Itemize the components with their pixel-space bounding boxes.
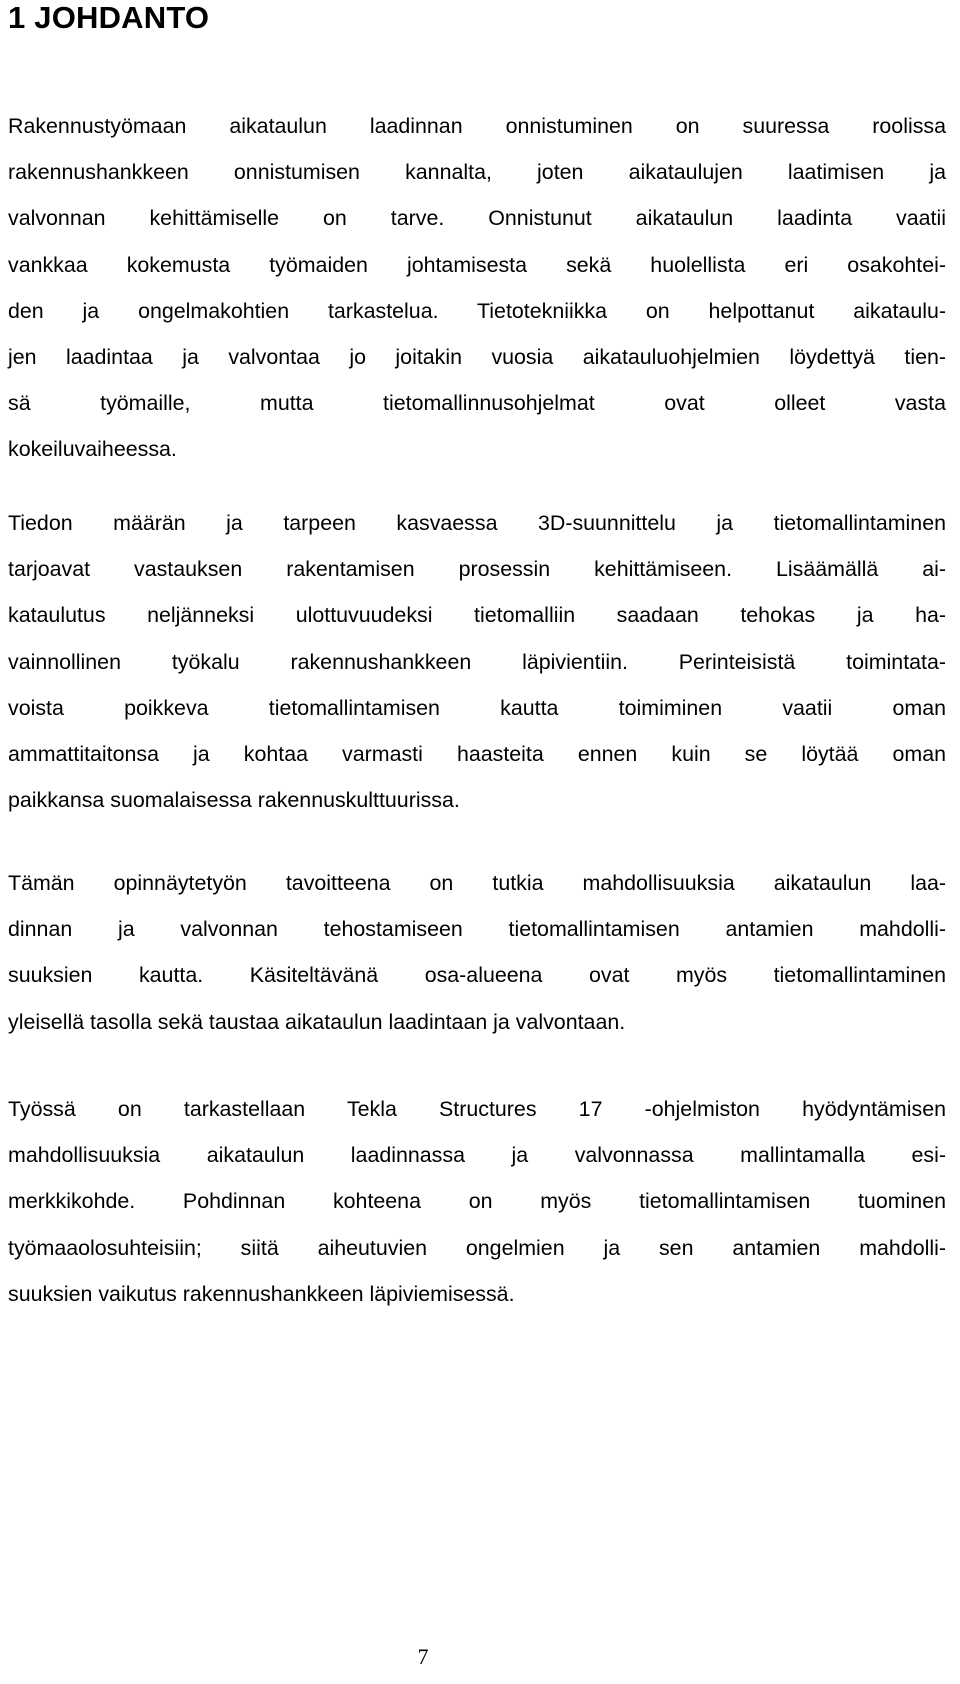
paragraph-line: dinnan ja valvonnan tehostamiseen tietomallintamisen antamien mahdolli- <box>8 917 946 942</box>
paragraph-line: suuksien kautta. Käsiteltävänä osa-alueena ovat myös tietomallintaminen <box>8 963 946 988</box>
paragraph-line: kokeiluvaiheessa. <box>8 437 177 462</box>
paragraph-line: yleisellä tasolla sekä taustaa aikataulun laadintaan ja valvontaan. <box>8 1009 626 1034</box>
paragraph-line: voista poikkeva tietomallintamisen kautta toimiminen vaatii oman <box>8 695 946 720</box>
paragraph-line: valvonnan kehittämiselle on tarve. Onnistunut aikataulun laadinta vaatii <box>8 206 946 231</box>
paragraph-line: sä työmaille, mutta tietomallinnusohjelmat ovat olleet vasta <box>8 391 946 416</box>
paragraph-line: Rakennustyömaan aikataulun laadinnan onnistuminen on suuressa roolissa <box>8 114 946 138</box>
paragraph-line: mahdollisuuksia aikataulun laadinnassa ja valvonnassa mallintamalla esi- <box>8 1143 946 1168</box>
paragraph-3 <box>8 860 946 1045</box>
paragraph-line: paikkansa suomalaisessa rakennuskulttuurissa. <box>8 788 460 813</box>
chapter-heading: 1 JOHDANTO <box>8 0 210 35</box>
paragraph-line: Tiedon määrän ja tarpeen kasvaessa 3D-suunnittelu ja tietomallintaminen <box>8 511 946 535</box>
paragraph-line: vankkaa kokemusta työmaiden johtamisesta sekä huolellista eri osakohtei- <box>8 252 946 277</box>
page-number: 7 <box>417 1644 429 1669</box>
paragraph-2 <box>8 500 946 823</box>
paragraph-line: ammattitaitonsa ja kohtaa varmasti haasteita ennen kuin se löytää oman <box>8 741 946 766</box>
paragraph-line: Työssä on tarkastellaan Tekla Structures 17 -ohjelmiston hyödyntämisen <box>8 1097 946 1121</box>
paragraph-line: työmaaolosuhteisiin; siitä aiheutuvien ongelmien ja sen antamien mahdolli- <box>8 1235 946 1260</box>
paragraph-line: Tämän opinnäytetyön tavoitteena on tutkia mahdollisuuksia aikataulun laa- <box>8 871 946 895</box>
paragraph-line: vainnollinen työkalu rakennushankkeen läpivientiin. Perinteisistä toimintata- <box>8 649 946 674</box>
paragraph-line: merkkikohde. Pohdinnan kohteena on myös tietomallintamisen tuominen <box>8 1189 946 1214</box>
paragraph-line: tarjoavat vastauksen rakentamisen prosessin kehittämiseen. Lisäämällä ai- <box>8 557 946 582</box>
paragraph-line: den ja ongelmakohtien tarkastelua. Tietotekniikka on helpottanut aikataulu- <box>8 298 946 323</box>
paragraph-1 <box>8 103 946 473</box>
paragraph-line: suuksien vaikutus rakennushankkeen läpiviemisessä. <box>8 1281 515 1306</box>
paragraph-line: jen laadintaa ja valvontaa jo joitakin vuosia aikatauluohjelmien löydettyä tien- <box>8 344 946 369</box>
paragraph-line: kataulutus neljänneksi ulottuvuudeksi tietomalliin saadaan tehokas ja ha- <box>8 603 946 628</box>
paragraph-4 <box>8 1086 946 1317</box>
paragraph-line: rakennushankkeen onnistumisen kannalta, joten aikataulujen laatimisen ja <box>8 160 946 185</box>
